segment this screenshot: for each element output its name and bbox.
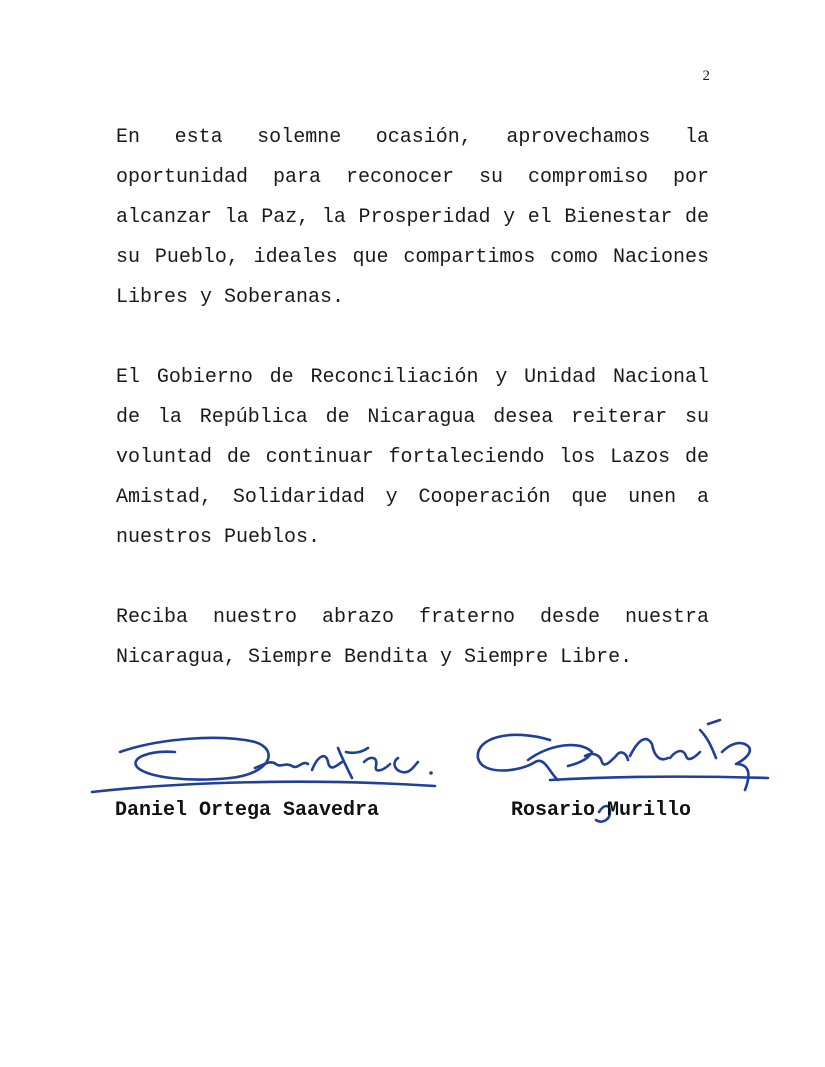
paragraph-closing: Reciba nuestro abrazo fraterno desde nuestra Nicaragua, Siempre Bendita y Siempre Libre.: [116, 606, 709, 669]
paragraph-cooperation: El Gobierno de Reconciliación y Unidad Nacional de la República de Nicaragua desea reiterar su voluntad de continuar fortaleciendo los Lazos de Amistad, Solidaridad y Cooperación que unen a nuestros Pueblos.: [116, 366, 709, 549]
signer-name-rosario-murillo: Rosario Murillo: [511, 799, 692, 822]
signature-daniel-ortega: [92, 738, 435, 792]
signer-name-daniel-ortega: Daniel Ortega Saavedra: [115, 799, 380, 822]
signature-block: [80, 700, 780, 840]
paragraph-tribute: En esta solemne ocasión, aprovechamos la oportunidad para reconocer su compromiso por alcanzar la Paz, la Prosperidad y el Bienestar de su Pueblo, ideales que compartimos como Naciones Libres y Soberanas.: [116, 126, 709, 309]
page-number: 2: [702, 68, 710, 84]
